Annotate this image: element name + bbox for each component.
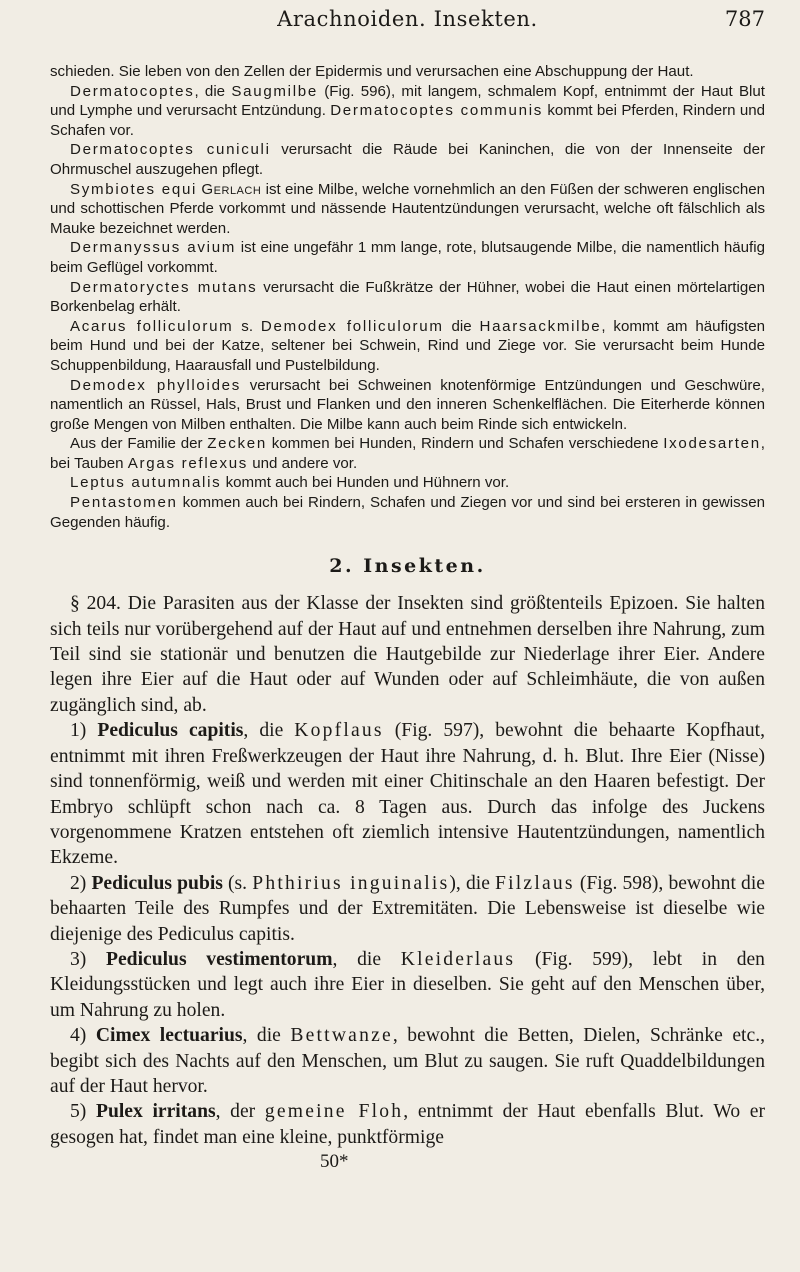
insect-name: Pediculus vestimentorum — [106, 948, 333, 970]
paragraph-symbiotes: Symbiotes equi Gerlach ist eine Milbe, welche vornehmlich an den Füßen der schweren englischen und schottischen Pferde vorkommt und nässende Hautentzündungen verursacht, welche oft fälschlich als Mauke bezeichnet werden. — [50, 180, 765, 237]
insect-name: Cimex lectuarius — [95, 1025, 243, 1047]
insects-section — [50, 591, 765, 1174]
paragraph-pentastomen: Pentastomen kommen auch bei Rindern, Schafen und Ziegen vor und sind bei ersteren in gewissen Gegenden häufig. — [50, 494, 765, 531]
species-name: Acarus folliculorum — [70, 317, 234, 335]
paragraph-intro: § 204. Die Parasiten aus der Klasse der Insekten sind größtenteils Epizoen. Sie halten sich teils nur vorübergehend auf der Haut auf und entnehmen derselben ihre Nahrung, zum Teil sind sie stationär und benutzen die Hautgebilde zur Niederlage ihrer Eier. Andere legen ihre Eier auf die Haut oder auf Wunden oder auf Schleimhäute, die von außen zugänglich sind, ab. — [50, 593, 765, 716]
species-name: Dermatoryctes mutans — [70, 278, 258, 296]
paragraph-demodex-phylloides: Demodex phylloides verursacht bei Schweinen knotenförmige Entzündungen und Geschwüre, namentlich an Rüssel, Hals, Brust und Flanken und den inneren Schenkelflächen. Die Eiterherde können große Mengen von Milben enthalten. Die Milbe kann auch beim Rinde sich entwickeln. — [50, 376, 765, 433]
running-title: Arachnoiden. Insekten. — [277, 7, 538, 31]
species-name: Pentastomen — [70, 494, 178, 512]
book-page — [50, 0, 765, 1174]
common-name: Filzlaus — [495, 872, 575, 894]
species-name: Dermatocoptes — [70, 82, 195, 100]
common-name: Saugmilbe — [231, 82, 318, 100]
paragraph-dermatocoptes: Dermatocoptes, die Saugmilbe (Fig. 596), mit langem, schmalem Kopf, entnimmt der Haut Blut und Lymphe und verursacht Entzündung. Dermatocoptes communis kommt bei Pferden, Rindern und Schafen vor. — [50, 82, 766, 139]
paragraph-dermatoryctes: Dermatoryctes mutans verursacht die Fußkrätze der Hühner, wobei die Haut einen mörtelartigen Borkenbelag erhält. — [50, 278, 765, 316]
species-name: Dermatocoptes communis — [330, 102, 544, 120]
insect-item: 3) Pediculus vestimentorum, die Kleiderlaus (Fig. 599), lebt in den Kleidungsstücken und legt auch ihre Eier in dieselben. Sie geht auf den Menschen über, um Nahrung zu holen. — [50, 948, 765, 1021]
insect-item: 1) Pediculus capitis, die Kopflaus (Fig. 597), bewohnt die behaarte Kopfhaut, entnimmt mit ihren Freßwerkzeugen der Haut ihre Nahrung, d. h. Blut. Ihre Eier (Nisse) sind tonnenförmig, weiß und werden mit einer Chitinschale an den Haaren befestigt. Der Embryo schlüpft schon nach ca. 8 Tagen aus. Durch das infolge des Juckens vorgenommene Kratzen entstehen oft ziemlich intensive Hautentzündungen, namentlich Ekzeme. — [50, 720, 765, 869]
common-name: Haarsackmilbe — [479, 317, 602, 335]
species-name: Ixodesarten — [663, 435, 761, 453]
species-name: Argas reflexus — [127, 454, 249, 472]
page-header — [50, 0, 765, 62]
paragraph-continuation: schieden. Sie leben von den Zellen der Epidermis und verursachen eine Abschuppung der Haut. — [50, 63, 694, 80]
page-number: 787 — [724, 7, 765, 31]
species-name: Symbiotes equi — [70, 180, 198, 198]
species-name: Phthirius inguinalis — [252, 872, 450, 894]
section-heading: 2. Insekten. — [329, 555, 486, 578]
common-name: Kleiderlaus — [400, 948, 516, 970]
sheet-signature: 50* — [320, 1151, 349, 1173]
common-name: gemeine Floh — [264, 1101, 404, 1123]
species-name: Demodex phylloides — [70, 376, 242, 394]
insect-name: Pulex irritans — [96, 1101, 216, 1123]
insect-name: Pediculus capitis — [97, 720, 244, 742]
species-name: Dermanyssus avium — [70, 239, 237, 257]
species-name: Dermatocoptes cuniculi — [70, 141, 271, 159]
insect-name: Pediculus pubis — [91, 872, 223, 894]
insect-item: 5) Pulex irritans, der gemeine Floh, entnimmt der Haut ebenfalls Blut. Wo er gesogen hat, findet man eine kleine, punktförmige — [50, 1101, 766, 1148]
insect-item: 4) Cimex lectuarius, die Bettwanze, bewohnt die Betten, Dielen, Schränke etc., begibt sich des Nachts auf den Menschen, um Blut zu saugen. Sie ruft Quaddelbildungen auf der Haut hervor. — [50, 1025, 765, 1097]
paragraph-zecken: Aus der Familie der Zecken kommen bei Hunden, Rindern und Schafen verschiedene Ixodesarten, bei Tauben Argas reflexus und andere vor. — [50, 435, 765, 472]
mites-section — [50, 62, 765, 532]
paragraph-acarus: Acarus folliculorum s. Demodex folliculorum die Haarsackmilbe, kommt am häufigsten beim Hund und bei der Katze, seltener bei Schwein, Rind und Ziege vor. Sie verursacht beim Hunde Schuppenbildung, Haarausfall und Pustelbildung. — [50, 317, 765, 374]
paragraph-leptus: Leptus autumnalis kommt auch bei Hunden und Hühnern vor. — [70, 474, 510, 492]
species-name: Leptus autumnalis — [70, 474, 222, 492]
paragraph-cuniculi: Dermatocoptes cuniculi verursacht die Räude bei Kaninchen, die von der Innenseite der Ohrmuschel auszugehen pflegt. — [50, 141, 766, 178]
insect-item: 2) Pediculus pubis (s. Phthirius inguinalis), die Filzlaus (Fig. 598), bewohnt die behaarten Teile des Rumpfes und der Extremitäten. Die Lebensweise ist dieselbe wie diejenige des Pediculus capitis. — [50, 872, 765, 945]
author-name: Gerlach — [201, 180, 262, 198]
common-name: Kopflaus — [294, 720, 384, 742]
common-name: Zecken — [207, 435, 267, 453]
paragraph-dermanyssus: Dermanyssus avium ist eine ungefähr 1 mm lange, rote, blutsaugende Milbe, die namentlich häufig beim Geflügel vorkommt. — [50, 239, 766, 276]
species-name: Demodex folliculorum — [260, 317, 444, 335]
common-name: Bettwanze — [290, 1025, 393, 1047]
